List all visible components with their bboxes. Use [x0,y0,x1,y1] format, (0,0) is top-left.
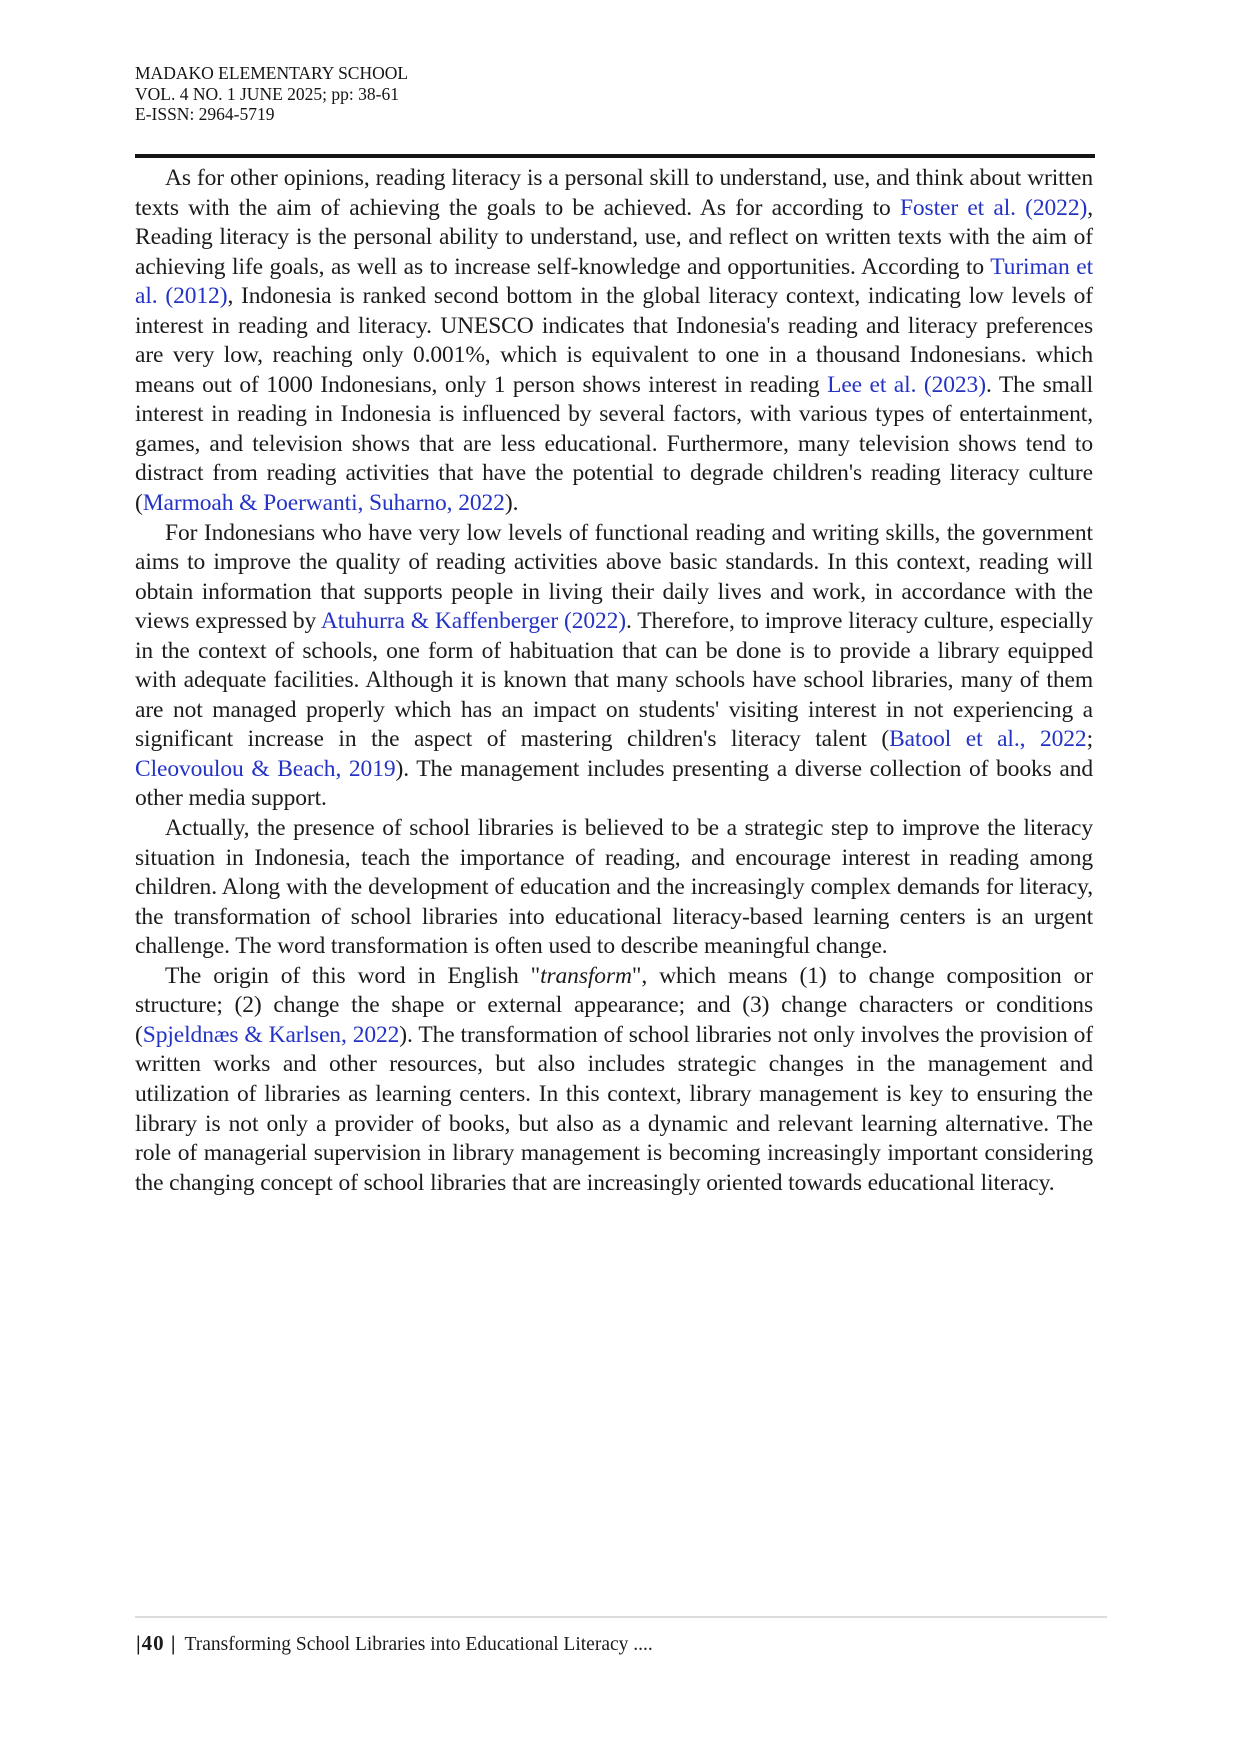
citation-link[interactable]: Batool et al., 2022 [889,726,1087,753]
text-run: ; [1086,726,1093,753]
issn-line: E-ISSN: 2964-5719 [135,104,275,124]
citation-link[interactable]: Spjeldnæs & Karlsen, 2022 [142,1021,400,1048]
paragraph [135,164,1093,519]
journal-name: MADAKO ELEMENTARY SCHOOL [135,63,409,83]
text-run: The origin of this word in English " [165,962,541,989]
header-divider-rule [135,154,1095,158]
text-run: ", which means (1) to change composition or structure; (2) change the shape or external appearance; and (3) change characters or conditions ( [135,962,1093,1048]
citation-link[interactable]: Foster et al. (2022) [899,194,1088,221]
citation-link[interactable]: Cleovoulou & Beach, 2019 [135,755,396,782]
running-title: Transforming School Libraries into Educational Literacy .... [184,1634,653,1655]
journal-header [135,63,1095,125]
page-footer [136,1631,1096,1656]
page-number: |40 | [136,1631,177,1655]
text-run: Actually, the presence of school libraries is believed to be a strategic step to improve the literacy situation in Indonesia, teach the importance of reading, and encourage interest in reading among children. Along with the development of education and the increasingly complex demands for literacy, the transformation of school libraries into educational literacy-based learning centers is an urgent challenge. The word transformation is often used to describe meaningful change. [135,815,1093,960]
text-run: ). [504,490,519,517]
text-run: . Therefore, to improve literacy culture, especially in the context of schools, one form of habituation that can be done is to provide a library equipped with adequate facilities. Although it is known that many schools have school libraries, many of them are not managed properly which has an impact on students' visiting interest in not experiencing a significant increase in the aspect of mastering children's literacy talent ( [135,608,1093,753]
text-run: For Indonesians who have very low levels of functional reading and writing skills, the government aims to improve the quality of reading activities above basic standards. In this context, reading will obtain information that supports people in living their daily lives and work, in accordance with the views expressed by [135,519,1093,635]
text-run: , Reading literacy is the personal ability to understand, use, and reflect on written texts with the aim of achieving life goals, as well as to increase self-knowledge and opportunities. According to [135,194,1093,280]
text-run: ). The transformation of school libraries not only involves the provision of written works and other resources, but also includes strategic changes in the management and utilization of libraries as learning centers. In this context, library management is key to ensuring the library is not only a provider of books, but also as a dynamic and relevant learning alternative. The role of managerial supervision in library management is becoming increasingly important considering the changing concept of school libraries that are increasingly oriented towards educational literacy. [135,1021,1093,1196]
volume-issue-line: VOL. 4 NO. 1 JUNE 2025; pp: 38-61 [135,83,399,104]
article-body [135,164,1093,1198]
citation-link[interactable]: Lee et al. (2023) [827,371,986,398]
text-run: As for other opinions, reading literacy is a personal skill to understand, use, and think about written texts with the aim of achieving the goals to be achieved. As for according to [135,165,1093,221]
text-run: , Indonesia is ranked second bottom in the global literacy context, indicating low levels of interest in reading and literacy. UNESCO indicates that Indonesia's reading and literacy preferences are very low, reaching only 0.001%, which is equivalent to one in a thousand Indonesians. which means out of 1000 Indonesians, only 1 person shows interest in reading [135,283,1093,398]
footer-divider-rule [135,1616,1107,1618]
text-run: transform [540,962,632,989]
paragraph [135,519,1093,814]
citation-link[interactable]: Marmoah & Poerwanti, Suharno, 2022 [142,490,505,517]
text-run: ). The management includes presenting a diverse collection of books and other media support. [135,755,1093,812]
citation-link[interactable]: Atuhurra & Kaffenberger (2022) [320,608,627,635]
text-run: . The small interest in reading in Indonesia is influenced by several factors, with various types of entertainment, games, and television shows that are less educational. Furthermore, many television shows tend to distract from reading activities that have the potential to degrade children's reading literacy culture ( [135,371,1093,517]
paragraph [135,962,1093,1198]
paragraph [135,814,1093,962]
citation-link[interactable]: Turiman et al. (2012) [135,253,1093,310]
